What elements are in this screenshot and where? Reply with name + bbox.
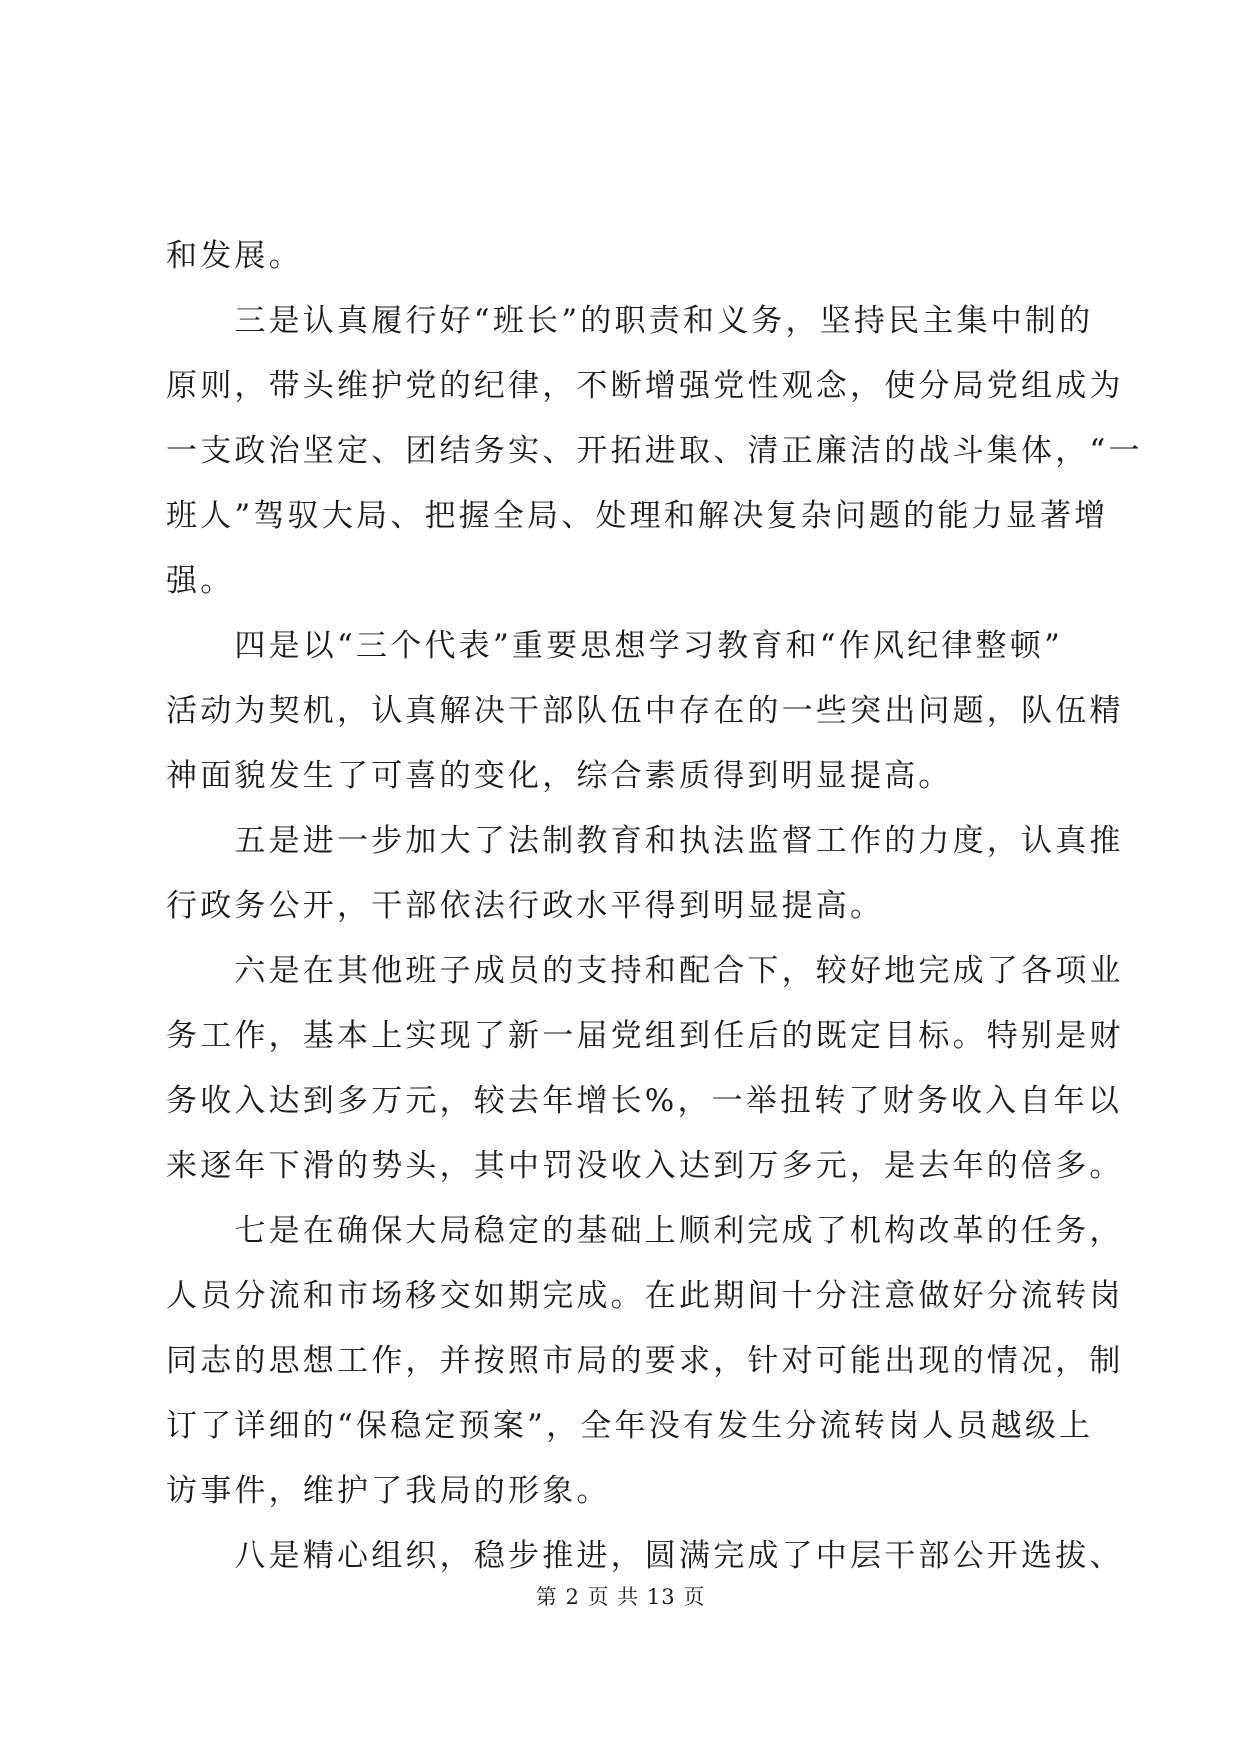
text-line: 活动为契机，认真解决干部队伍中存在的一些突出问题，队伍精 [166, 693, 1124, 729]
text-line: 行政务公开，干部依法行政水平得到明显提高。 [166, 888, 885, 924]
text-line: 神面貌发生了可喜的变化，综合素质得到明显提高。 [166, 758, 953, 794]
text-line: 同志的思想工作，并按照市局的要求，针对可能出现的情况，制 [166, 1343, 1124, 1379]
text-line: 四是以“三个代表”重要思想学习教育和“作风纪律整顿” [166, 628, 1063, 664]
text-line: 务收入达到多万元，较去年增长%，一举扭转了财务收入自年以 [166, 1083, 1123, 1119]
text-line: 七是在确保大局稳定的基础上顺利完成了机构改革的任务， [166, 1213, 1124, 1249]
text-line: 一支政治坚定、团结务实、开拓进取、清正廉洁的战斗集体，“一 [166, 433, 1143, 469]
text-line: 五是进一步加大了法制教育和执法监督工作的力度，认真推 [166, 823, 1124, 859]
text-line: 务工作，基本上实现了新一届党组到任后的既定目标。特别是财 [166, 1018, 1124, 1054]
text-line: 原则，带头维护党的纪律，不断增强党性观念，使分局党组成为 [166, 368, 1124, 404]
page-number-footer: 第 2 页 共 13 页 [535, 1585, 706, 1609]
text-line: 访事件，维护了我局的形象。 [166, 1473, 611, 1509]
text-line: 六是在其他班子成员的支持和配合下，较好地完成了各项业 [166, 953, 1124, 989]
text-line: 人员分流和市场移交如期完成。在此期间十分注意做好分流转岗 [166, 1278, 1124, 1314]
text-line: 订了详细的“保稳定预案”，全年没有发生分流转岗人员越级上 [166, 1408, 1094, 1444]
text-line: 三是认真履行好“班长”的职责和义务，坚持民主集中制的 [166, 303, 1094, 339]
text-line: 班人”驾驭大局、把握全局、处理和解决复杂问题的能力显著增 [166, 498, 1109, 534]
text-line: 强。 [166, 563, 235, 599]
text-line: 来逐年下滑的势头，其中罚没收入达到万多元，是去年的倍多。 [166, 1148, 1124, 1184]
text-line: 八是精心组织，稳步推进，圆满完成了中层干部公开选拔、 [166, 1538, 1124, 1574]
text-line: 和发展。 [166, 238, 303, 274]
